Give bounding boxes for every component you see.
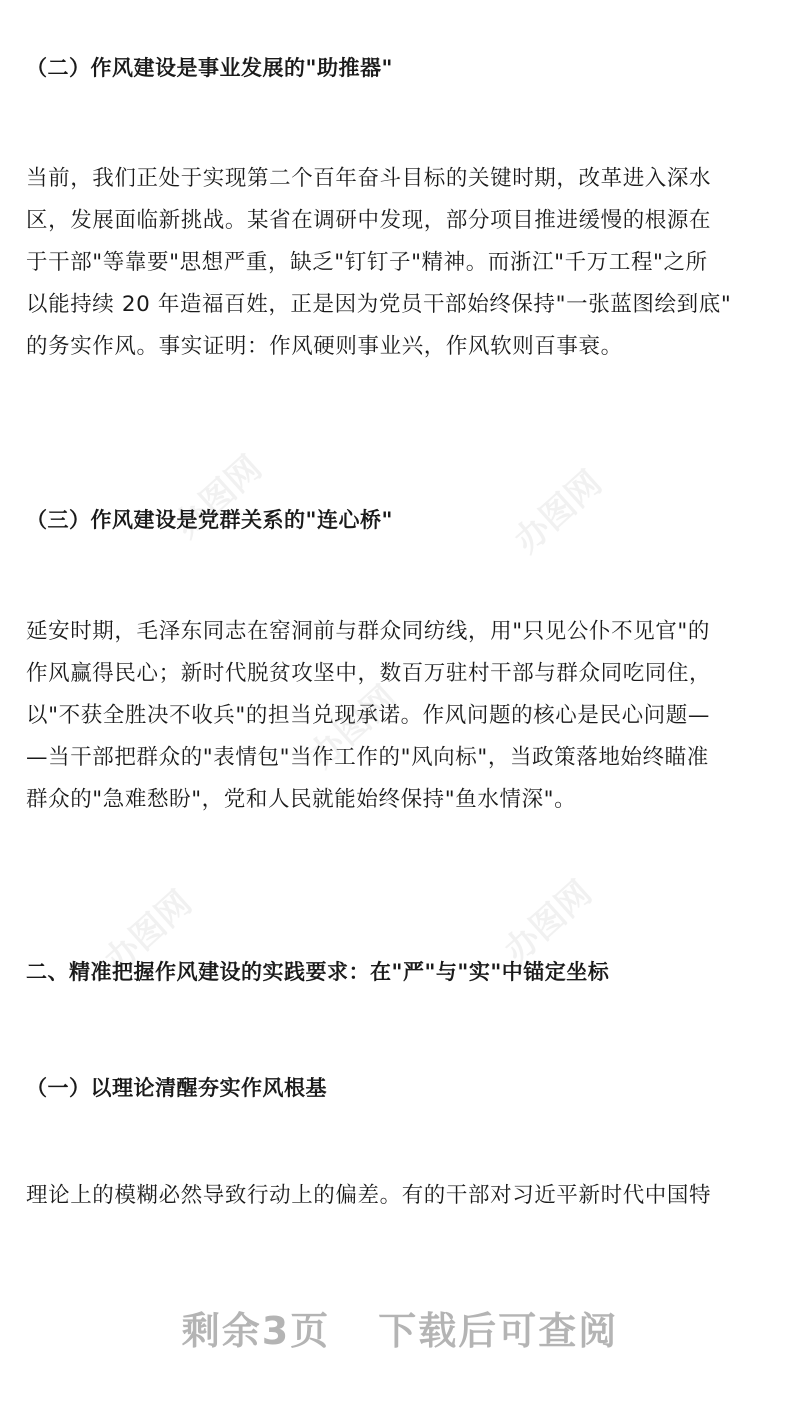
- paragraph-line: 群众的"急难愁盼"，党和人民就能始终保持"鱼水情深"。: [26, 787, 577, 812]
- paragraph-one: [26, 1175, 778, 1217]
- watermark: 办图网: [507, 463, 610, 562]
- paragraph-line: 延安时期，毛泽东同志在窑洞前与群众同纺线，用"只见公仆不见官"的: [26, 619, 710, 644]
- part-heading-two: 二、精准把握作风建设的实践要求：在"严"与"实"中锚定坐标: [26, 960, 610, 984]
- section-heading-two: （二）作风建设是事业发展的"助推器": [26, 56, 393, 80]
- paragraph-line: 的务实作风。事实证明：作风硬则事业兴，作风软则百事衰。: [26, 334, 623, 359]
- paragraph-two: [26, 158, 778, 368]
- paragraph-line: 于干部"等靠要"思想严重，缺乏"钉钉子"精神。而浙江"千万工程"之所: [26, 250, 708, 275]
- paragraph-line: 以"不获全胜决不收兵"的担当兑现承诺。作风问题的核心是民心问题—: [26, 703, 710, 728]
- watermark: 办图网: [97, 883, 200, 982]
- paragraph-line: —当干部把群众的"表情包"当作工作的"风向标"，当政策落地始终瞄准: [26, 745, 709, 770]
- paragraph-line: 当前，我们正处于实现第二个百年奋斗目标的关键时期，改革进入深水: [26, 166, 712, 191]
- download-prompt[interactable]: [0, 1300, 800, 1355]
- section-heading-three: （三）作风建设是党群关系的"连心桥": [26, 508, 393, 532]
- paragraph-line: 作风赢得民心；新时代脱贫攻坚中，数百万驻村干部与群众同吃同住，: [26, 661, 712, 686]
- watermark: 办图网: [167, 448, 270, 547]
- paragraph-line: 理论上的模糊必然导致行动上的偏差。有的干部对习近平新时代中国特: [26, 1183, 712, 1208]
- watermark: 办图网: [497, 873, 600, 972]
- download-to-view-label: 下载后可查阅: [378, 1309, 619, 1353]
- remaining-pages-label: 剩余3页: [181, 1309, 331, 1353]
- paragraph-line: 以能持续 20 年造福百姓，正是因为党员干部始终保持"一张蓝图绘到底": [26, 292, 732, 317]
- section-heading-one: （一）以理论清醒夯实作风根基: [26, 1076, 327, 1100]
- paragraph-line: 区，发展面临新挑战。某省在调研中发现，部分项目推进缓慢的根源在: [26, 208, 712, 233]
- watermark: 办图网: [302, 678, 405, 777]
- paragraph-three: [26, 611, 778, 821]
